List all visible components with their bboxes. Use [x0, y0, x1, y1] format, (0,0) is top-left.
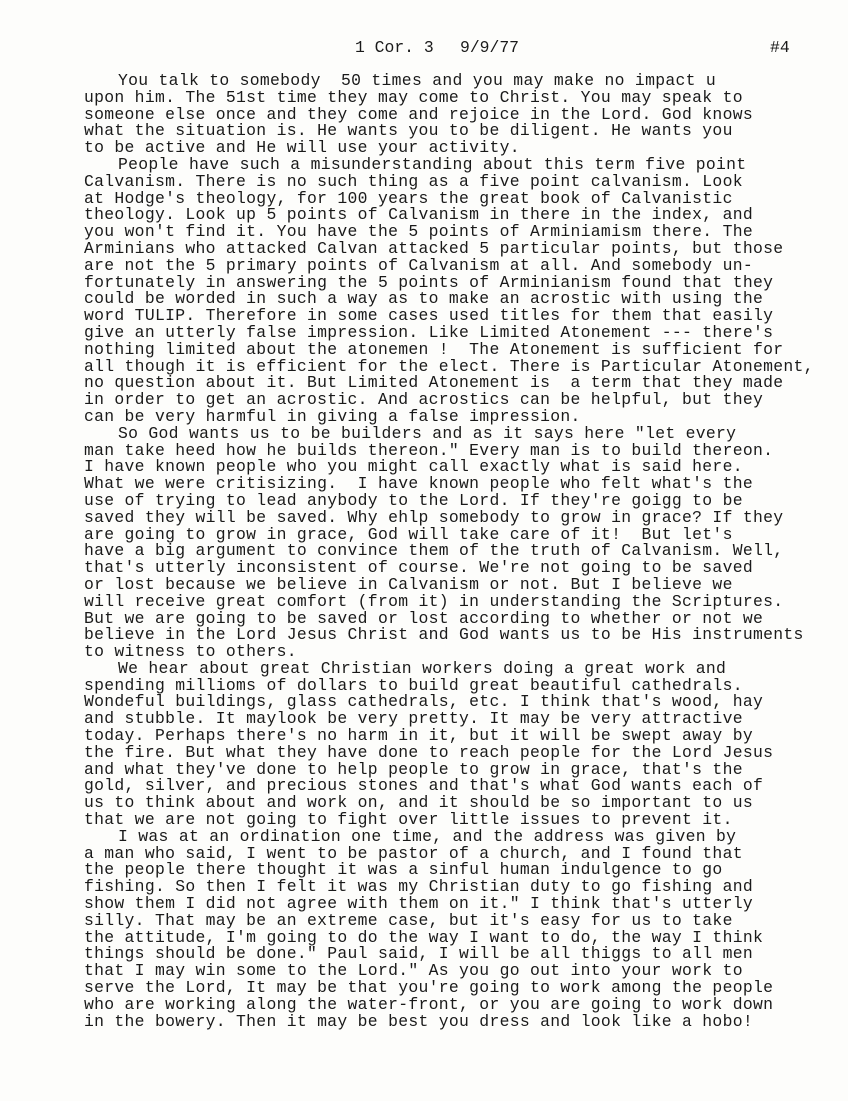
- text-line: what the situation is. He wants you to be diligent. He wants you: [84, 121, 733, 141]
- text-line: man take heed how he builds thereon." Every man is to build thereon.: [84, 440, 774, 460]
- text-line: the attitude, I'm going to do the way I want to do, the way I think: [84, 927, 764, 947]
- document-body: [84, 73, 814, 1030]
- text-line: us to think about and work on, and it should be so important to us: [84, 793, 753, 813]
- text-line: are going to grow in grace, God will take care of it! But let's: [84, 524, 733, 544]
- text-line: the fire. But what they have done to reach people for the Lord Jesus: [84, 742, 774, 762]
- sermon-date: 9/9/77: [460, 38, 520, 57]
- paragraph: [84, 73, 814, 157]
- text-line: theology. Look up 5 points of Calvanism in there in the index, and: [84, 205, 753, 225]
- text-line: What we were critisizing. I have known people who felt what's the: [84, 474, 753, 494]
- text-line: a man who said, I went to be pastor of a church, and I found that: [84, 843, 743, 863]
- text-line: People have such a misunderstanding about this term five point: [118, 154, 747, 174]
- text-line: silly. That may be an extreme case, but it's easy for us to take: [84, 910, 733, 930]
- text-line: to witness to others.: [84, 642, 297, 662]
- text-line: the people there thought it was a sinful human indulgence to go: [84, 860, 723, 880]
- text-line: saved they will be saved. Why ehlp somebody to grow in grace? If they: [84, 507, 784, 527]
- text-line: fortunately in answering the 5 points of Arminianism found that they: [84, 272, 774, 292]
- text-line: use of trying to lead anybody to the Lord. If they're goigg to be: [84, 490, 743, 510]
- page-number: #4: [770, 38, 790, 57]
- scripture-reference: 1 Cor. 3: [355, 38, 434, 57]
- text-line: in order to get an acrostic. And acrostics can be helpful, but they: [84, 390, 764, 410]
- text-line: nothing limited about the atonemen ! The Atonement is sufficient for: [84, 339, 784, 359]
- text-line: to be active and He will use your activity.: [84, 138, 520, 158]
- text-line: someone else once and they come and rejoice in the Lord. God knows: [84, 104, 753, 124]
- text-line: You talk to somebody 50 times and you may make no impact u: [118, 71, 717, 90]
- text-line: or lost because we believe in Calvanism or not. But I believe we: [84, 574, 733, 594]
- text-line: that's utterly inconsistent of course. We're not going to be saved: [84, 558, 753, 578]
- text-line: all though it is efficient for the elect. There is Particular Atonement,: [84, 356, 814, 376]
- text-line: I have known people who you might call exactly what is said here.: [84, 457, 743, 477]
- text-line: fishing. So then I felt it was my Christian duty to go fishing and: [84, 877, 753, 897]
- text-line: upon him. The 51st time they may come to Christ. You may speak to: [84, 87, 743, 107]
- text-line: you won't find it. You have the 5 points of Arminiamism there. The: [84, 222, 753, 242]
- text-line: and stubble. It maylook be very pretty. It may be very attractive: [84, 709, 743, 729]
- text-line: word TULIP. Therefore in some cases used titles for them that easily: [84, 306, 774, 326]
- text-line: But we are going to be saved or lost according to whether or not we: [84, 608, 764, 628]
- text-line: believe in the Lord Jesus Christ and God wants us to be His instruments: [84, 625, 804, 645]
- text-line: are not the 5 primary points of Calvanism at all. And somebody un-: [84, 255, 753, 275]
- text-line: serve the Lord, It may be that you're going to work among the people: [84, 978, 774, 998]
- paragraph: [84, 826, 814, 1031]
- text-line: spending millioms of dollars to build great beautiful cathedrals.: [84, 675, 743, 695]
- text-line: Calvanism. There is no such thing as a five point calvanism. Look: [84, 171, 743, 191]
- text-line: that we are not going to fight over little issues to prevent it.: [84, 810, 733, 830]
- text-line: Wondeful buildings, glass cathedrals, etc. I think that's wood, hay: [84, 692, 764, 712]
- text-line: who are working along the water-front, or you are going to work down: [84, 994, 774, 1014]
- text-line: Arminians who attacked Calvan attacked 5 particular points, but those: [84, 238, 784, 258]
- text-line: things should be done." Paul said, I will be all thiggs to all men: [84, 944, 753, 964]
- text-line: can be very harmful in giving a false impression.: [84, 406, 581, 426]
- text-line: gold, silver, and precious stones and that's what God wants each of: [84, 776, 764, 796]
- text-line: at Hodge's theology, for 100 years the great book of Calvanistic: [84, 188, 733, 208]
- text-line: that I may win some to the Lord." As you go out into your work to: [84, 961, 743, 981]
- text-line: could be worded in such a way as to make an acrostic with using the: [84, 289, 764, 309]
- paragraph: [84, 423, 814, 662]
- text-line: no question about it. But Limited Atonement is a term that they made: [84, 373, 784, 393]
- text-line: So God wants us to be builders and as it says here "let every: [118, 423, 737, 443]
- text-line: We hear about great Christian workers doing a great work and: [118, 658, 727, 678]
- paragraph: [84, 658, 814, 830]
- text-line: today. Perhaps there's no harm in it, but it will be swept away by: [84, 726, 753, 746]
- text-line: in the bowery. Then it may be best you dress and look like a hobo!: [84, 1011, 753, 1031]
- text-line: show them I did not agree with them on it." I think that's utterly: [84, 894, 753, 914]
- text-line: give an utterly false impression. Like Limited Atonement --- there's: [84, 322, 774, 342]
- text-line: will receive great comfort (from it) in understanding the Scriptures.: [84, 591, 784, 611]
- text-line: and what they've done to help people to grow in grace, that's the: [84, 759, 743, 779]
- text-line: have a big argument to convince them of the truth of Calvanism. Well,: [84, 541, 784, 561]
- text-line: I was at an ordination one time, and the address was given by: [118, 826, 737, 846]
- paragraph: [84, 154, 814, 426]
